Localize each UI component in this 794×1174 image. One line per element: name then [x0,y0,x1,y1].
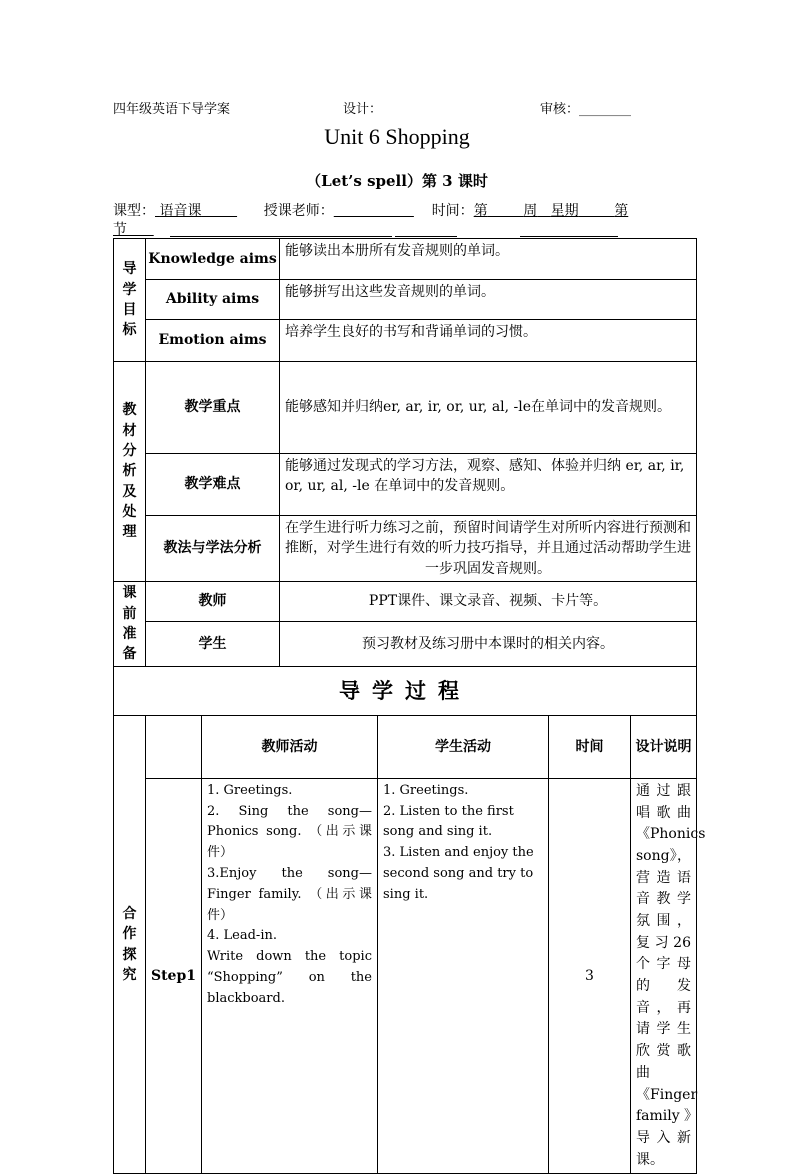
type-value [155,203,237,219]
analysis-text: 能够感知并归纳er, ar, ir, or, ur, al, -le在单词中的发音规则。 [280,362,697,454]
step-row [114,778,697,1173]
prep-row [114,621,697,666]
goal-row [114,239,697,280]
goal-text: 培养学生良好的书写和背诵单词的习惯。 [280,320,697,362]
step-column-header [146,715,202,778]
section-suffix [113,222,154,238]
student-activity-line: 3. Listen and enjoy the second song and try to sing it. [383,845,534,902]
week-prefix: 第 [473,203,488,219]
prep-text: 预习教材及练习册中本课时的相关内容。 [280,621,697,666]
lesson-plan-table [113,238,706,1174]
student-activity-line: 2. Listen to the first song and sing it. [383,803,514,840]
analysis-label: 教学重点 [146,362,280,454]
prep-row [114,581,697,621]
teacher-activity-line: 1. Greetings. [207,782,293,798]
step-name: Step1 [146,778,202,1173]
prep-text: PPT课件、课文录音、视频、卡片等。 [280,581,697,621]
section-suffix-text: 节 [113,222,127,238]
process-header-row [114,715,697,778]
type-value-text: 语音课 [159,203,202,219]
teacher-activity [202,778,378,1173]
week-suffix: 周 [523,203,538,219]
review-label-text: 审核： [540,102,580,117]
student-activity-line: 1. Greetings. [383,782,469,798]
review-label [540,98,631,117]
weekday-label: 星期 [550,203,579,219]
goal-label: Knowledge aims [146,239,280,280]
teacher-activity-line: 2. Sing the song—Phonics song. （出示课件） [207,803,372,861]
goal-text: 能够读出本册所有发音规则的单词。 [280,239,697,280]
type-label: 课型： [113,203,155,219]
analysis-row [114,362,697,454]
teacher-activity-line: 3.Enjoy the song—Finger family. （出示课件） [207,866,372,923]
analysis-row [114,454,697,516]
analysis-label: 教法与学法分析 [146,516,280,582]
prep-label: 教师 [146,581,280,621]
analysis-text: 在学生进行听力练习之前，预留时间请学生对所听内容进行预测和推断，对学生进行有效的听力技巧指导，并且通过活动帮助学生进一步巩固发音规则。 [280,516,697,582]
analysis-label: 教学难点 [146,454,280,516]
grade-label: 四年级英语下导学案 [113,102,231,117]
time-label: 时间： [431,203,474,219]
design-note: 通过跟唱歌曲《Phonics song》，营造语音教学氛围，复习26个字母的发音，再请学生欣赏歌曲《Finger family》导入新课。 [631,778,697,1173]
section-prefix: 第 [614,203,629,219]
process-title-row [114,666,697,715]
teacher-activity-line: Write down the topic “Shopping” on the blackboard. [207,949,372,1006]
teacher-activity-header: 教师活动 [202,715,378,778]
goal-row [114,320,697,362]
teacher-activity-line: 4. Lead-in. [207,928,277,944]
prep-header: 课 前 准 备 [114,581,146,666]
goal-row [114,280,697,320]
page-title: Unit 6 Shopping [324,124,470,149]
process-side-label: 合 作 探 究 [114,715,146,1173]
design-note-header: 设计说明 [631,715,697,778]
step-time: 3 [549,778,631,1173]
student-activity [378,778,549,1173]
teacher-label: 授课老师： [263,203,334,219]
teacher-value [334,203,414,219]
lesson-meta [113,200,698,220]
student-activity-header: 学生活动 [378,715,549,778]
underline-1 [170,236,392,237]
analysis-header: 教 材 分 析 及 处 理 [114,362,146,582]
goals-header: 导 学 目 标 [114,239,146,362]
analysis-row [114,516,697,582]
underline-2 [395,236,457,237]
review-value: ________ [579,102,632,117]
goal-text: 能够拼写出这些发音规则的单词。 [280,280,697,320]
underline-3 [520,236,618,237]
section-line [113,219,154,239]
goal-label: Emotion aims [146,320,280,362]
page-subtitle: （Let’s spell）第 3 课时 [306,172,488,190]
time-value [474,203,629,219]
prep-label: 学生 [146,621,280,666]
analysis-text: 能够通过发现式的学习方法，观察、感知、体验并归纳 er, ar, ir, or, ur, al, -le 在单词中的发音规则。 [280,454,697,516]
time-header: 时间 [549,715,631,778]
process-title: 导学过程 [114,666,697,715]
design-label: 设计： [343,102,383,117]
goal-label: Ability aims [146,280,280,320]
